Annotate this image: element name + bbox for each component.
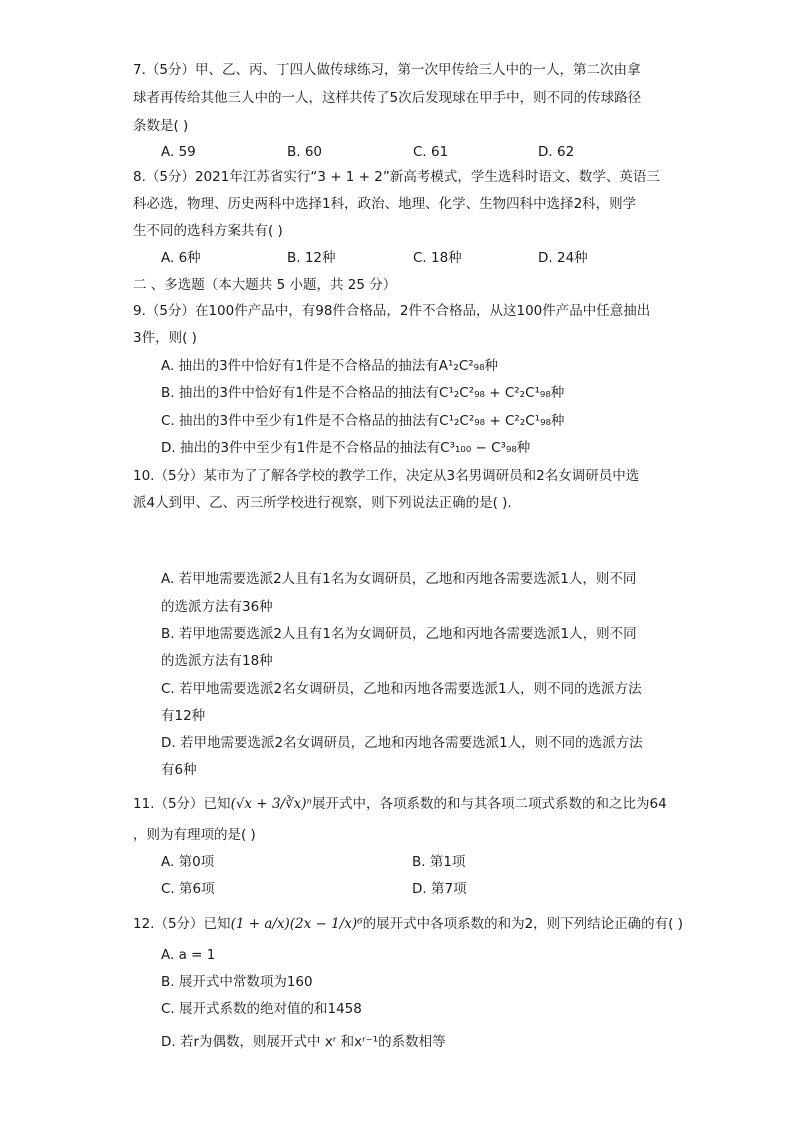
q11-option-a: A. 第0项	[161, 854, 215, 870]
q12-option-c: C. 展开式系数的绝对值的和1458	[161, 1001, 362, 1017]
q11-expression: (√x + 3/∛x)ⁿ	[230, 796, 313, 812]
q11-options-row2	[161, 879, 621, 899]
q12-suffix: 的展开式中各项系数的和为2，则下列结论正确的有( )	[362, 916, 684, 932]
q10-option-c-line1: C. 若甲地需要选派2名女调研员，乙地和丙地各需要选派1人，则不同的选派方法	[161, 681, 642, 697]
q7-option-d: D. 62	[538, 144, 575, 160]
section-heading: 二 、多选题（本大题共 5 小题，共 25 分）	[133, 277, 397, 293]
q9-line2: 3件，则( )	[133, 330, 197, 346]
q9-option-c: C. 抽出的3件中至少有1件是不合格品的抽法有C¹₂C²₉₈ + C²₂C¹₉₈种	[161, 413, 565, 429]
q7-options	[161, 142, 621, 162]
q10-option-d-line1: D. 若甲地需要选派2名女调研员，乙地和丙地各需要选派1人，则不同的选派方法	[161, 735, 643, 751]
q11-suffix: 展开式中，各项系数的和与其各项二项式系数的和之比为64	[312, 796, 667, 812]
q12-option-a: A. a = 1	[161, 947, 216, 963]
q12-option-b: B. 展开式中常数项为160	[161, 974, 313, 990]
q11-option-b: B. 第1项	[412, 854, 466, 870]
q10-line2: 派4人到甲、乙、丙三所学校进行视察，则下列说法正确的是( ).	[133, 495, 512, 511]
q7-option-a: A. 59	[161, 144, 196, 160]
q8-option-d: D. 24种	[538, 250, 588, 266]
q7-line3: 条数是( )	[133, 118, 189, 134]
q11-line1	[133, 794, 667, 814]
q7-line2: 球者再传给其他三人中的一人，这样共传了5次后发现球在甲手中，则不同的传球路径	[133, 90, 642, 106]
q12-expression: (1 + a/x)(2x − 1/x)⁶	[230, 916, 363, 932]
q8-line2: 科必选，物理、历史两科中选择1科，政治、地理、化学、生物四科中选择2科，则学	[133, 196, 637, 212]
q7-option-b: B. 60	[287, 144, 323, 160]
q10-option-a-line1: A. 若甲地需要选派2人且有1名为女调研员，乙地和丙地各需要选派1人，则不同	[161, 571, 637, 587]
q12-line1	[133, 914, 683, 934]
q8-option-a: A. 6种	[161, 250, 201, 266]
q9-option-a: A. 抽出的3件中恰好有1件是不合格品的抽法有A¹₂C²₉₈种	[161, 358, 498, 374]
q10-option-d-line2: 有6种	[161, 762, 197, 778]
q12-option-d: D. 若r为偶数，则展开式中 xʳ 和xʳ⁻¹的系数相等	[161, 1034, 446, 1050]
q11-line2: ，则为有理项的是( )	[133, 827, 256, 843]
q11-option-c: C. 第6项	[161, 881, 215, 897]
q10-line1: 10.（5分）某市为了了解各学校的教学工作，决定从3名男调研员和2名女调研员中选	[133, 468, 640, 484]
q10-option-b-line2: 的选派方法有18种	[161, 653, 273, 669]
q8-option-b: B. 12种	[287, 250, 336, 266]
q8-line3: 生不同的选科方案共有( )	[133, 223, 283, 239]
q8-options	[161, 248, 621, 268]
q9-line1: 9.（5分）在100件产品中，有98件合格品，2件不合格品，从这100件产品中任意抽出	[133, 303, 651, 319]
q12-prefix: 12.（5分）已知	[133, 916, 231, 932]
q10-option-c-line2: 有12种	[161, 708, 206, 724]
q11-prefix: 11.（5分）已知	[133, 796, 231, 812]
q9-option-b: B. 抽出的3件中恰好有1件是不合格品的抽法有C¹₂C²₉₈ + C²₂C¹₉₈种	[161, 385, 565, 401]
q11-option-d: D. 第7项	[412, 881, 467, 897]
q7-option-c: C. 61	[413, 144, 449, 160]
q11-options-row1	[161, 852, 621, 872]
q10-option-b-line1: B. 若甲地需要选派2人且有1名为女调研员，乙地和丙地各需要选派1人，则不同	[161, 626, 637, 642]
q10-option-a-line2: 的选派方法有36种	[161, 599, 273, 615]
q9-option-d: D. 抽出的3件中至少有1件是不合格品的抽法有C³₁₀₀ − C³₉₈种	[161, 440, 531, 456]
q8-option-c: C. 18种	[413, 250, 462, 266]
q7-line1: 7.（5分）甲、乙、丙、丁四人做传球练习，第一次甲传给三人中的一人，第二次由拿	[133, 62, 641, 78]
q8-line1: 8.（5分）2021年江苏省实行“3 + 1 + 2”新高考模式，学生选科时语文、数学、英语三	[133, 169, 660, 185]
